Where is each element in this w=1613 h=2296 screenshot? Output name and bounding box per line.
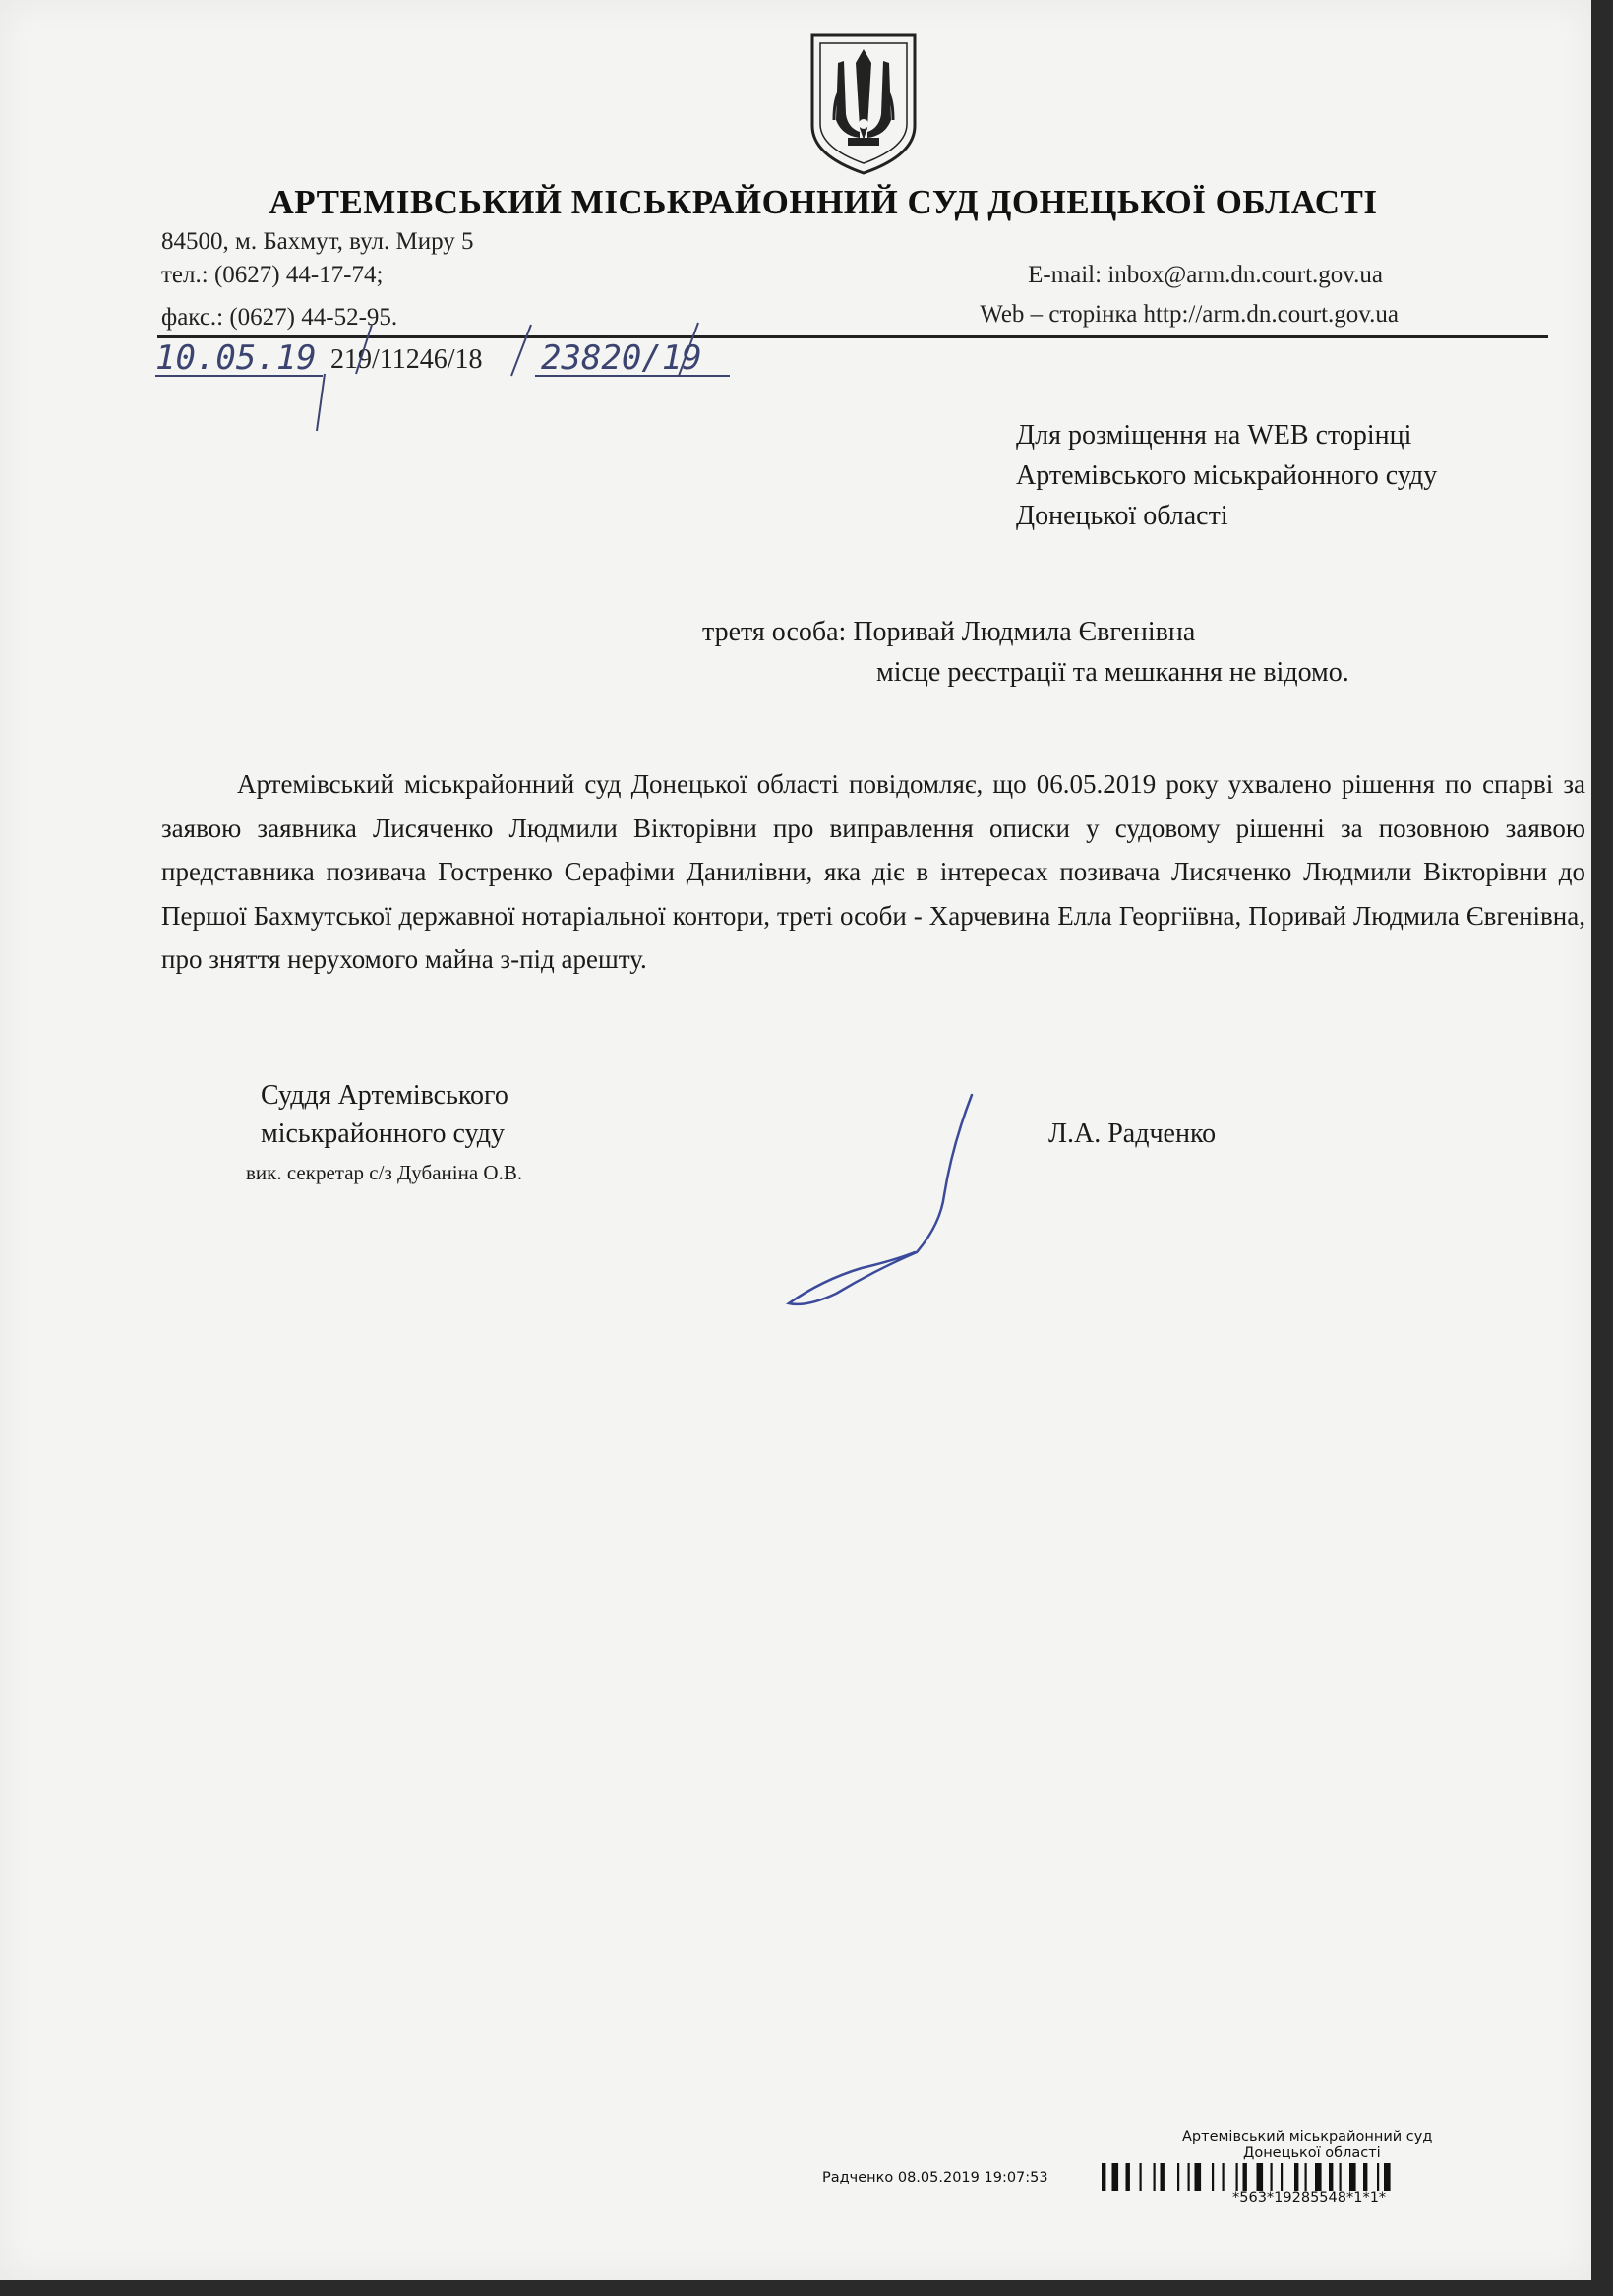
barcode-code: *563*19285548*1*1* xyxy=(1232,2190,1387,2205)
notice-text: Артемівський міськрайонний суд Донецької області повідомляє, що 06.05.2019 року ухвалено рішення по спарві за заявою заявника Лисяченко Людмили Вікторівни про виправлення описки у судовому рішенні за позовною заявою представника позивача Гостренко Серафіми Данилівни, яка діє в інтересах позивача Лисяченко Людмили Вікторівни до Першої Бахмутської державної нотаріальної контори, треті особи - Харчевина Елла Георгіївна, Поривай Людмила Євгенівна, про зняття нерухомого майна з-під арешту. xyxy=(161,769,1585,974)
barcode xyxy=(1102,2163,1554,2191)
court-website: Web – сторінка http://arm.dn.court.gov.ua xyxy=(980,301,1399,328)
court-fax: факс.: (0627) 44-52-95. xyxy=(161,304,398,331)
handwritten-outgoing-number: 23820/19 xyxy=(541,338,702,378)
recipient-block xyxy=(1016,415,1437,536)
judge-title-line-2: міськрайонного суду xyxy=(261,1118,506,1149)
secretary-note: вик. секретар с/з Дубаніна О.В. xyxy=(246,1161,523,1184)
handwritten-strokes xyxy=(148,315,738,433)
court-email: E-mail: inbox@arm.dn.court.gov.ua xyxy=(1028,262,1383,288)
court-phone: тел.: (0627) 44-17-74; xyxy=(161,262,384,288)
court-address: 84500, м. Бахмут, вул. Миру 5 xyxy=(161,228,474,255)
recipient-line-1: Для розміщення на WEB сторінці xyxy=(1016,420,1412,451)
third-party-name: третя особа: Поривай Людмила Євгенівна xyxy=(702,617,1196,647)
stamp-court-line-1: Артемівський міськрайонний суд xyxy=(1182,2129,1433,2145)
judge-title-line-1: Суддя Артемівського xyxy=(261,1080,508,1111)
third-party-address: місце реєстрації та мешкання не відомо. xyxy=(876,657,1349,688)
stamp-court-line-2: Донецької області xyxy=(1243,2145,1381,2161)
stamp-signed-by: Радченко 08.05.2019 19:07:53 xyxy=(822,2170,1048,2186)
handwritten-signature xyxy=(777,1087,993,1313)
handwritten-date: 10.05.19 xyxy=(155,338,317,378)
case-number: 219/11246/18 xyxy=(330,344,483,375)
judge-name: Л.А. Радченко xyxy=(1048,1118,1217,1149)
recipient-line-3: Донецької області xyxy=(1016,501,1228,531)
notice-paragraph xyxy=(161,762,1585,982)
coat-of-arms-icon xyxy=(805,30,923,177)
court-name: АРТЕМІВСЬКИЙ МІСЬКРАЙОННИЙ СУД ДОНЕЦЬКОЇ ОБЛАСТІ xyxy=(269,183,1378,221)
recipient-line-2: Артемівського міськрайонного суду xyxy=(1016,460,1438,491)
